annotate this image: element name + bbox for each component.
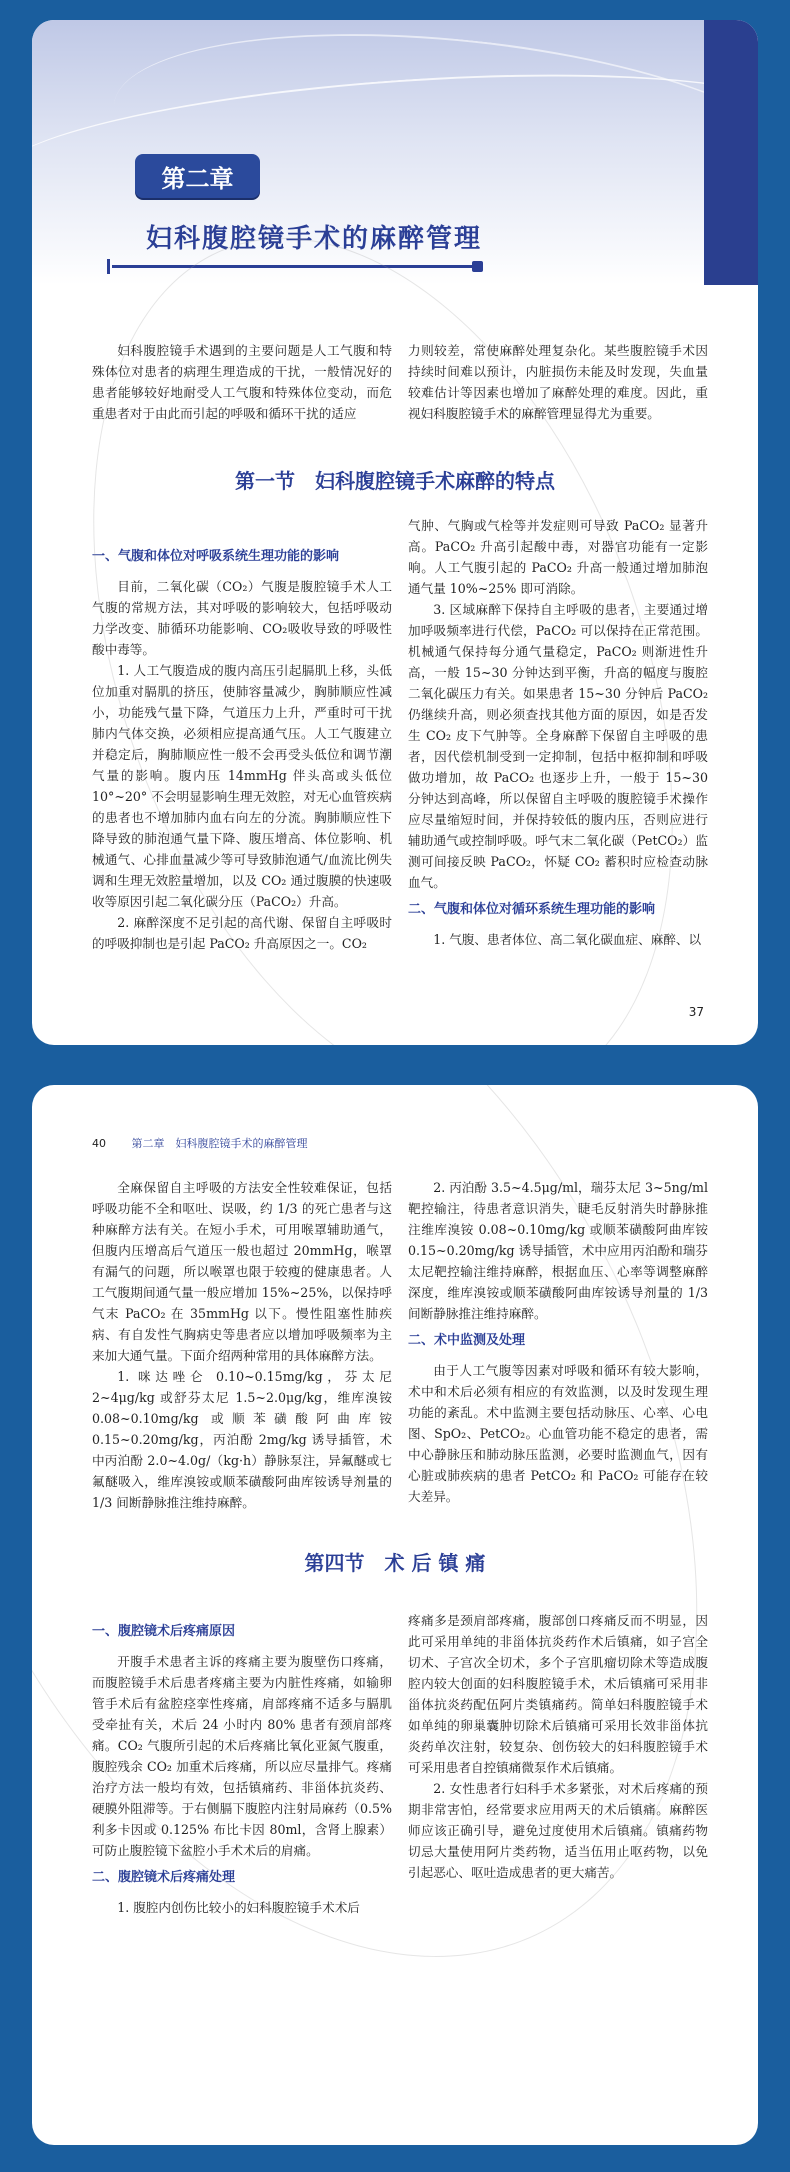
- subheading-monitoring: 二、术中监测及处理: [408, 1333, 526, 1348]
- page1-right-column: [408, 515, 708, 950]
- paragraph: 气肿、气胸或气栓等并发症则可导致 PaCO₂ 显著升高。PaCO₂ 升高引起酸中毒，对器官功能有一定影响。人工气腹引起的 PaCO₂ 升高一般通过增加肺泡通气量 10%~25% 即可消除。: [408, 518, 708, 596]
- page-number: 40: [92, 1137, 106, 1150]
- title-rule: [112, 265, 472, 268]
- subheading-pain-management: 二、腹腔镜术后疼痛处理: [92, 1870, 236, 1885]
- page1-left-column: [92, 540, 392, 954]
- paragraph: 2. 麻醉深度不足引起的高代谢、保留自主呼吸时的呼吸抑制也是引起 PaCO₂ 升高原因之一。CO₂: [92, 915, 392, 951]
- running-head-title: 第二章 妇科腹腔镜手术的麻醉管理: [131, 1137, 308, 1150]
- running-header: [92, 1135, 308, 1151]
- paragraph: 全麻保留自主呼吸的方法安全性较难保证，包括呼吸功能不全和呕吐、误吸，约 1/3 的死亡患者与这种麻醉方法有关。在短小手术，可用喉罩辅助通气，但腹内压增高后气道压一般也超过 20mmHg，喉罩有漏气的问题，所以喉罩也限于较瘦的健康患者。人工气腹期间通气量一般应增加 15%~25%，以保持呼气末 PaCO₂ 在 35mmHg 以下。慢性阻塞性肺疾病、有自发性气胸病史等患者应以增加呼吸频率为主来加大通气量。下面介绍两种常用的具体麻醉方法。: [92, 1180, 392, 1363]
- page-number: 37: [688, 1005, 704, 1019]
- paragraph: 2. 女性患者行妇科手术多紧张，对术后疼痛的预期非常害怕，经常要求应用两天的术后镇痛。麻醉医师应该正确引导，避免过度使用术后镇痛。镇痛药物切忌大量使用阿片类药物，适当伍用止呕药物，以免引起恶心、呕吐造成患者的更大痛苦。: [408, 1781, 708, 1880]
- paragraph: 开腹手术患者主诉的疼痛主要为腹壁伤口疼痛，而腹腔镜手术后患者疼痛主要为内脏性疼痛，如输卵管手术后有盆腔痉挛性疼痛，肩部疼痛不适多与膈肌受牵扯有关，术后 24 小时内 80% 患者有颈肩部疼痛。CO₂ 气腹所引起的术后疼痛比氧化亚氮气腹重，腹腔残余 CO₂ 加重术后疼痛，所以应尽量排气。疼痛治疗方法一般均有效，包括镇痛药、非甾体抗炎药、硬膜外阻滞等。于右侧膈下腹腔内注射局麻药（0.5% 利多卡因或 0.125% 布比卡因 80ml，含肾上腺素）可防止腹腔镜下盆腔小手术术后的肩痛。: [92, 1654, 392, 1858]
- paragraph: 1. 腹腔内创伤比较小的妇科腹腔镜手术术后: [117, 1900, 360, 1915]
- subheading-pain-cause: 一、腹腔镜术后疼痛原因: [92, 1624, 236, 1639]
- paragraph: 由于人工气腹等因素对呼吸和循环有较大影响，术中和术后必须有相应的有效监测，以及时发现生理功能的紊乱。术中监测主要包括动脉压、心率、心电图、SpO₂、PetCO₂。心血管功能不稳定的患者，需中心静脉压和肺动脉压监测，必要时监测血气，因有心脏或肺疾病的患者 PetCO₂ 和 PaCO₂ 可能存在较大差异。: [408, 1363, 708, 1504]
- paragraph: 疼痛多是颈肩部疼痛，腹部创口疼痛反而不明显，因此可采用单纯的非甾体抗炎药作术后镇痛，如子宫全切术、子宫次全切术，多个子宫肌瘤切除术等造成腹腔内较大创面的妇科腹腔镜手术，术后镇痛可采用非甾体抗炎药配伍阿片类镇痛药。简单妇科腹腔镜手术如单纯的卵巢囊肿切除术后镇痛可采用长效非甾体抗炎药单次注射，较复杂、创伤较大的妇科腹腔镜手术可采用患者自控镇痛微泵作术后镇痛。: [408, 1613, 708, 1775]
- page-40: [32, 1085, 758, 2145]
- page2-left-column-lower: [92, 1615, 392, 1918]
- intro-right-column: [408, 340, 708, 424]
- title-rule-tick: [107, 259, 110, 274]
- page-37: [32, 20, 758, 1045]
- subheading-circulatory: 二、气腹和体位对循环系统生理功能的影响: [408, 902, 656, 917]
- intro-paragraph-right: 力则较差，常使麻醉处理复杂化。某些腹腔镜手术因持续时间难以预计，内脏损伤未能及时发现，失血量较难估计等因素也增加了麻醉处理的难度。因此，重视妇科腹腔镜手术的麻醉管理显得尤为重要。: [408, 343, 708, 421]
- chapter-badge: 第二章: [135, 154, 260, 198]
- banner-side-bar: [704, 20, 758, 285]
- page2-right-column-lower: [408, 1610, 708, 1883]
- section-4-title: 第四节 术 后 镇 痛: [304, 1551, 486, 1575]
- intro-paragraph-left: 妇科腹腔镜手术遇到的主要问题是人工气腹和特殊体位对患者的病理生理造成的干扰，一般情况好的患者能够较好地耐受人工气腹和特殊体位变动，而危重患者对于由此而引起的呼吸和循环干扰的适应: [92, 343, 392, 421]
- intro-left-column: [92, 340, 392, 424]
- paragraph: 目前，二氧化碳（CO₂）气腹是腹腔镜手术人工气腹的常规方法，其对呼吸的影响较大，包括呼吸动力学改变、肺循环功能影响、CO₂吸收导致的呼吸性酸中毒等。: [92, 579, 392, 657]
- chapter-title: 妇科腹腔镜手术的麻醉管理: [146, 224, 483, 254]
- paragraph: 1. 气腹、患者体位、高二氧化碳血症、麻醉、以: [433, 932, 702, 947]
- page2-right-column: [408, 1177, 708, 1507]
- section-1-title: 第一节 妇科腹腔镜手术麻醉的特点: [235, 469, 555, 493]
- page2-left-column: [92, 1177, 392, 1513]
- paragraph: 1. 人工气腹造成的腹内高压引起膈肌上移，头低位加重对膈肌的挤压，使肺容量减少，胸肺顺应性减小，功能残气量下降，气道压力上升，严重时可干扰肺内气体交换，必须相应提高通气压。人工气腹建立并稳定后，胸肺顺应性一般不会再受头低位和调节潮气量的影响。腹内压 14mmHg 伴头高或头低位 10°~20° 不会明显影响生理无效腔，对无心血管疾病的患者也不增加肺内血右向左的分流。胸肺顺应性下降导致的肺泡通气量下降、腹压增高、体位影响、机械通气、心排血量减少等可导致肺泡通气/血流比例失调和生理无效腔量增加，以及 CO₂ 通过腹膜的快速吸收等原因引起二氧化碳分压（PaCO₂）升高。: [92, 663, 392, 909]
- subheading-respiratory: 一、气腹和体位对呼吸系统生理功能的影响: [92, 549, 340, 564]
- paragraph: 1. 咪达唑仑 0.10~0.15mg/kg，芬太尼 2~4μg/kg 或舒芬太尼 1.5~2.0μg/kg，维库溴铵 0.08~0.10mg/kg 或顺苯磺酸阿曲库铵 0.15~0.20mg/kg，丙泊酚 2mg/kg 诱导插管，术中丙泊酚 2.0~4.0g/（kg·h）静脉泵注，异氟醚或七氟醚吸入，维库溴铵或顺苯磺酸阿曲库铵诱导剂量的 1/3 间断静脉推注维持麻醉。: [92, 1369, 392, 1510]
- paragraph: 2. 丙泊酚 3.5~4.5μg/ml，瑞芬太尼 3~5ng/ml 靶控输注，待患者意识消失，睫毛反射消失时静脉推注维库溴铵 0.08~0.10mg/kg 或顺苯磺酸阿曲库铵 0.15~0.20mg/kg 诱导插管，术中应用丙泊酚和瑞芬太尼靶控输注维持麻醉，根据血压、心率等调整麻醉深度，维库溴铵或顺苯磺酸阿曲库铵诱导剂量的 1/3 间断静脉推注维持麻醉。: [408, 1180, 708, 1321]
- paragraph: 3. 区域麻醉下保持自主呼吸的患者，主要通过增加呼吸频率进行代偿，PaCO₂ 可以保持在正常范围。机械通气保持每分通气量稳定，PaCO₂ 则渐进性升高，一般 15~30 分钟达到平衡，升高的幅度与腹腔二氧化碳压力有关。如果患者 15~30 分钟后 PaCO₂ 仍继续升高，则必须查找其他方面的原因，如是否发生 CO₂ 皮下气肿等。全身麻醉下保留自主呼吸的患者，因代偿机制受到一定抑制，包括中枢抑制和呼吸做功增加，故 PaCO₂ 也逐步上升，一般于 15~30 分钟达到高峰，所以保留自主呼吸的腹腔镜手术操作应尽量缩短时间，并保持较低的腹内压，否则应进行辅助通气或控制呼吸。呼气末二氧化碳（PetCO₂）监测可间接反映 PaCO₂，怀疑 CO₂ 蓄积时应检查动脉血气。: [408, 602, 708, 890]
- title-rule-dot: [472, 261, 483, 272]
